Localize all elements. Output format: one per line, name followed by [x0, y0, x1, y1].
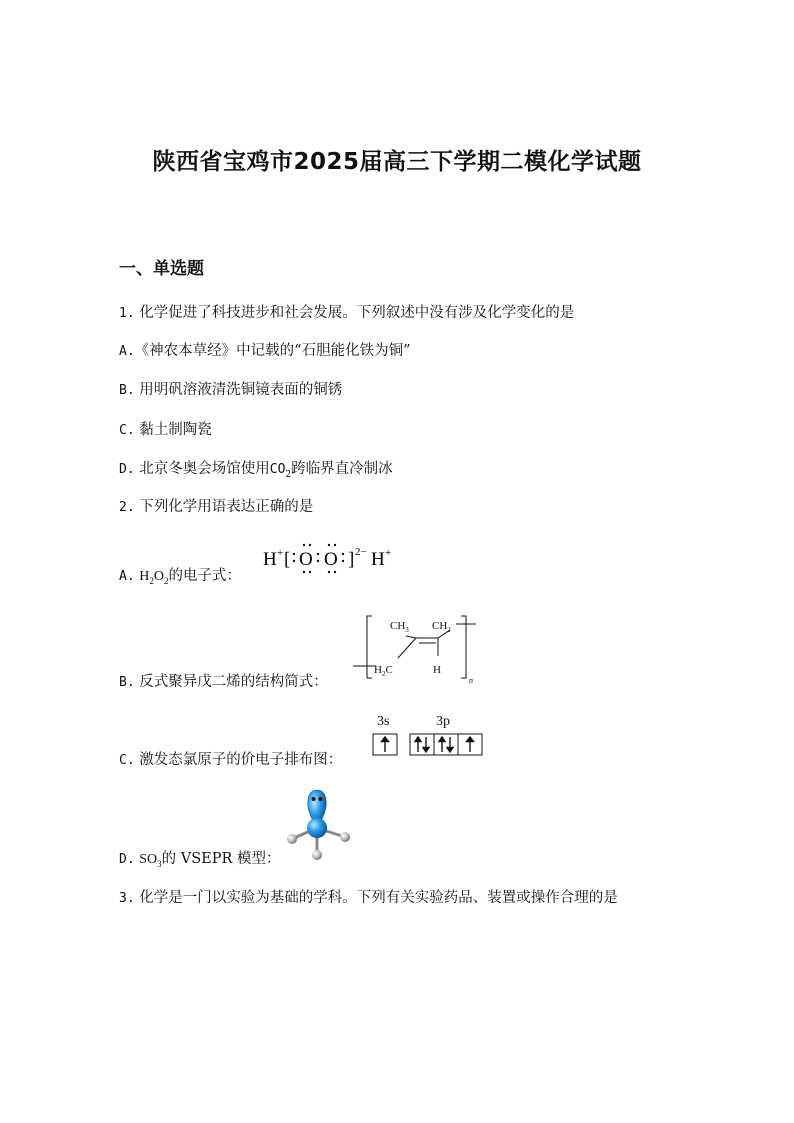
plus-right: +	[385, 547, 392, 559]
option-text-after: 跨临界直冷制冰	[291, 461, 393, 477]
question-stem: 化学是一门以实验为基础的学科。下列有关实验药品、装置或操作合理的是	[139, 890, 618, 906]
question-3	[119, 886, 618, 907]
h-label: H	[433, 664, 441, 676]
oxygen-1: O	[299, 549, 313, 570]
question-number: 2.	[119, 500, 135, 515]
bracket-left: [	[284, 549, 291, 570]
formula-subscript: 2	[285, 469, 292, 480]
option-2a	[119, 564, 241, 586]
option-label: B.	[119, 383, 135, 398]
option-text: 黏土制陶瓷	[139, 422, 212, 438]
option-label: A.	[119, 344, 135, 359]
bracket-right: ]	[348, 549, 355, 570]
ch3-label: $CH_3$	[390, 620, 409, 634]
question-1	[119, 301, 574, 322]
ch2-label: $CH_2$	[432, 620, 451, 634]
option-label: C.	[119, 753, 135, 768]
option-text: 北京冬奥会场馆使用	[139, 461, 270, 477]
option-1c	[119, 418, 212, 439]
electron-formula-figure	[258, 541, 408, 579]
option-label: D.	[119, 852, 135, 867]
formula: CO	[269, 462, 286, 477]
orbital-diagram-figure	[368, 708, 490, 760]
option-2b	[119, 670, 328, 691]
vsepr-model-figure	[282, 786, 356, 862]
question-number: 3.	[119, 891, 135, 906]
option-1a	[119, 339, 410, 360]
option-label: A.	[119, 569, 135, 584]
charge: 2−	[355, 546, 367, 558]
polymer-structure-figure	[350, 612, 490, 688]
option-text: 激发态氯原子的价电子排布图：	[139, 752, 343, 768]
option-text: 的电子式：	[168, 568, 242, 584]
option-1b	[119, 378, 342, 399]
question-2	[119, 495, 313, 516]
option-label: C.	[119, 423, 135, 438]
oxygen-2: O	[324, 549, 338, 570]
page-title: 陕西省宝鸡市2025届高三下学期二模化学试题	[152, 149, 642, 175]
option-text: 反式聚异戊二烯的结构简式：	[139, 674, 328, 690]
question-number: 1.	[119, 306, 135, 321]
orbital-label-3s: 3s	[377, 714, 390, 729]
orbital-label-3p: 3p	[436, 714, 450, 729]
option-text: 《神农本草经》中记载的“石胆能化铁为铜”	[134, 343, 411, 359]
option-text: 的 VSEPR 模型：	[161, 851, 281, 867]
plus-left: +	[277, 547, 284, 559]
question-stem: 化学促进了科技进步和社会发展。下列叙述中没有涉及化学变化的是	[139, 305, 575, 321]
h-left: H	[263, 549, 277, 570]
h2c-label: $H_2C$	[374, 664, 393, 678]
option-2c	[119, 748, 342, 769]
formula-h2o2: $H_2O_2$	[139, 569, 169, 586]
formula-so3: $SO_3$	[139, 852, 162, 869]
option-1d	[119, 457, 393, 480]
n-subscript: n	[469, 676, 473, 685]
option-label: D.	[119, 462, 135, 477]
option-label: B.	[119, 675, 135, 690]
question-stem: 下列化学用语表达正确的是	[139, 499, 314, 515]
option-text: 用明矾溶液清洗铜镜表面的铜锈	[139, 382, 343, 398]
option-2d	[119, 847, 281, 869]
h-right: H	[371, 549, 385, 570]
section-heading: 一、单选题	[119, 259, 204, 279]
